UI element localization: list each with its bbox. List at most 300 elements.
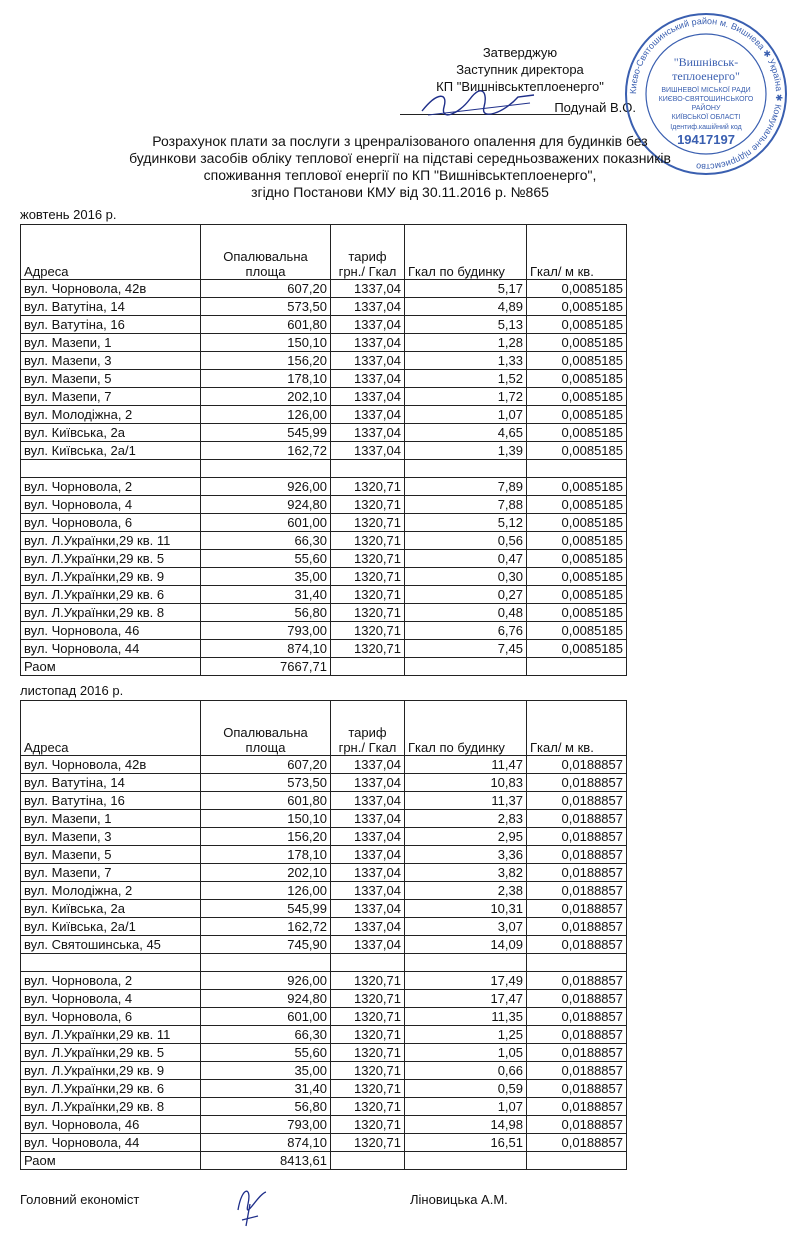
- cell-address: вул. Л.Українки,29 кв. 5: [21, 550, 201, 568]
- cell-address: вул. Чорновола, 2: [21, 972, 201, 990]
- cell-area: 150,10: [201, 810, 331, 828]
- cell-gcal-building: 16,51: [405, 1134, 527, 1152]
- cell-address: вул. Мазепи, 1: [21, 810, 201, 828]
- cell-tariff: 1320,71: [331, 586, 405, 604]
- cell-gcal-building: 2,95: [405, 828, 527, 846]
- cell-gcal-m2: 0,0188857: [527, 1116, 627, 1134]
- total-empty: [331, 658, 405, 676]
- cell-gcal-building: 11,47: [405, 756, 527, 774]
- cell-area: 924,80: [201, 990, 331, 1008]
- cell-gcal-building: 0,66: [405, 1062, 527, 1080]
- cell-area: 156,20: [201, 352, 331, 370]
- cell-gcal-m2: 0,0188857: [527, 936, 627, 954]
- cell-area: 793,00: [201, 1116, 331, 1134]
- cell-gcal-building: [405, 460, 527, 478]
- cell-gcal-building: [405, 954, 527, 972]
- cell-gcal-building: 1,72: [405, 388, 527, 406]
- total-label: Раом: [21, 1152, 201, 1170]
- cell-tariff: 1337,04: [331, 352, 405, 370]
- cell-gcal-building: 11,35: [405, 1008, 527, 1026]
- approval-signature-line: [400, 95, 640, 117]
- header-gcal-building: Гкал по будинку: [405, 225, 527, 280]
- cell-gcal-building: 7,88: [405, 496, 527, 514]
- table-row: [21, 810, 627, 828]
- footer-position: Головний економіст: [20, 1192, 140, 1207]
- cell-address: вул. Ватутіна, 14: [21, 774, 201, 792]
- cell-tariff: 1337,04: [331, 900, 405, 918]
- cell-gcal-m2: 0,0188857: [527, 1134, 627, 1152]
- cell-area: 162,72: [201, 918, 331, 936]
- cell-gcal-m2: 0,0085185: [527, 352, 627, 370]
- cell-tariff: [331, 954, 405, 972]
- table-row: [21, 954, 627, 972]
- cell-address: вул. Чорновола, 42в: [21, 756, 201, 774]
- heading-line3: споживання теплової енергії по КП "Вишнівськтеплоенерго",: [203, 167, 597, 183]
- total-empty: [405, 658, 527, 676]
- cell-tariff: 1320,71: [331, 640, 405, 658]
- heading-line1: Розрахунок плати за послуги з цренралізованого опалення для будинків без: [152, 133, 648, 149]
- cell-tariff: 1320,71: [331, 496, 405, 514]
- table-header-row: [21, 225, 627, 280]
- november-label: листопад 2016 р.: [20, 683, 124, 698]
- header-gcal-m2: Гкал/ м кв.: [527, 701, 627, 756]
- cell-gcal-building: 4,89: [405, 298, 527, 316]
- cell-gcal-m2: 0,0085185: [527, 280, 627, 298]
- cell-gcal-m2: 0,0085185: [527, 442, 627, 460]
- total-empty: [527, 658, 627, 676]
- cell-area: [201, 954, 331, 972]
- cell-gcal-m2: [527, 954, 627, 972]
- cell-area: 55,60: [201, 550, 331, 568]
- table-row: [21, 1134, 627, 1152]
- table-row: [21, 828, 627, 846]
- cell-gcal-building: 11,37: [405, 792, 527, 810]
- cell-address: вул. Чорновола, 42в: [21, 280, 201, 298]
- cell-address: вул. Святошинська, 45: [21, 936, 201, 954]
- cell-area: 573,50: [201, 774, 331, 792]
- cell-tariff: [331, 460, 405, 478]
- table-row: [21, 586, 627, 604]
- cell-tariff: 1337,04: [331, 774, 405, 792]
- cell-gcal-building: 0,56: [405, 532, 527, 550]
- cell-address: вул. Чорновола, 46: [21, 1116, 201, 1134]
- total-empty: [527, 1152, 627, 1170]
- cell-tariff: 1337,04: [331, 918, 405, 936]
- stamp-line4: КИЄВО-СВЯТОШИНСЬКОГО: [658, 96, 754, 103]
- table-row: [21, 846, 627, 864]
- table-row: [21, 298, 627, 316]
- cell-gcal-m2: 0,0188857: [527, 828, 627, 846]
- cell-gcal-building: 10,83: [405, 774, 527, 792]
- table-row: [21, 918, 627, 936]
- october-table: [20, 224, 627, 676]
- cell-address: вул. Ватутіна, 16: [21, 316, 201, 334]
- cell-area: [201, 460, 331, 478]
- stamp-code: 19417197: [677, 132, 735, 147]
- cell-address: вул. Чорновола, 6: [21, 514, 201, 532]
- table-row: [21, 792, 627, 810]
- cell-area: 926,00: [201, 478, 331, 496]
- cell-gcal-m2: 0,0188857: [527, 1044, 627, 1062]
- october-label: жовтень 2016 р.: [20, 207, 117, 222]
- stamp-line2: теплоенерго": [672, 69, 740, 83]
- total-row: [21, 658, 627, 676]
- cell-gcal-building: 10,31: [405, 900, 527, 918]
- cell-tariff: 1320,71: [331, 514, 405, 532]
- cell-area: 66,30: [201, 1026, 331, 1044]
- cell-area: 126,00: [201, 406, 331, 424]
- cell-tariff: 1320,71: [331, 1044, 405, 1062]
- cell-tariff: 1320,71: [331, 1134, 405, 1152]
- approval-position: Заступник директора: [456, 62, 584, 77]
- header-address: Адреса: [21, 701, 201, 756]
- cell-address: вул. Ватутіна, 16: [21, 792, 201, 810]
- cell-gcal-building: 2,83: [405, 810, 527, 828]
- cell-tariff: 1337,04: [331, 280, 405, 298]
- heading-line2: будинкови засобів обліку теплової енергії на підставі середньозважених показників: [129, 150, 671, 166]
- cell-address: вул. Мазепи, 5: [21, 846, 201, 864]
- cell-area: 601,80: [201, 316, 331, 334]
- cell-area: 56,80: [201, 1098, 331, 1116]
- table-row: [21, 1026, 627, 1044]
- table-row: [21, 640, 627, 658]
- cell-address: вул. Мазепи, 1: [21, 334, 201, 352]
- cell-area: 31,40: [201, 1080, 331, 1098]
- table-row: [21, 864, 627, 882]
- cell-area: 31,40: [201, 586, 331, 604]
- total-area: 8413,61: [201, 1152, 331, 1170]
- cell-tariff: 1320,71: [331, 1080, 405, 1098]
- cell-gcal-building: 3,36: [405, 846, 527, 864]
- cell-tariff: 1337,04: [331, 846, 405, 864]
- cell-gcal-building: 0,48: [405, 604, 527, 622]
- table-row: [21, 280, 627, 298]
- cell-address: вул. Чорновола, 6: [21, 1008, 201, 1026]
- cell-gcal-m2: 0,0085185: [527, 514, 627, 532]
- table-row: [21, 478, 627, 496]
- cell-gcal-building: 0,30: [405, 568, 527, 586]
- cell-area: 745,90: [201, 936, 331, 954]
- november-table: [20, 700, 627, 1170]
- cell-area: 202,10: [201, 388, 331, 406]
- cell-tariff: 1320,71: [331, 1116, 405, 1134]
- table-row: [21, 334, 627, 352]
- cell-tariff: 1337,04: [331, 756, 405, 774]
- header-gcal-building: Гкал по будинку: [405, 701, 527, 756]
- table-row: [21, 936, 627, 954]
- cell-gcal-m2: 0,0188857: [527, 1098, 627, 1116]
- cell-tariff: 1320,71: [331, 604, 405, 622]
- cell-gcal-m2: 0,0085185: [527, 532, 627, 550]
- cell-tariff: 1337,04: [331, 792, 405, 810]
- cell-area: 202,10: [201, 864, 331, 882]
- cell-area: 607,20: [201, 756, 331, 774]
- cell-tariff: 1337,04: [331, 442, 405, 460]
- cell-tariff: 1337,04: [331, 334, 405, 352]
- cell-gcal-m2: 0,0085185: [527, 406, 627, 424]
- cell-area: 156,20: [201, 828, 331, 846]
- cell-gcal-m2: 0,0188857: [527, 792, 627, 810]
- cell-gcal-m2: 0,0085185: [527, 334, 627, 352]
- cell-address: вул. Київська, 2а: [21, 900, 201, 918]
- table-row: [21, 460, 627, 478]
- table-row: [21, 1098, 627, 1116]
- stamp-line5: РАЙОНУ: [691, 105, 721, 112]
- cell-gcal-building: 1,52: [405, 370, 527, 388]
- cell-gcal-building: 2,38: [405, 882, 527, 900]
- cell-tariff: 1320,71: [331, 478, 405, 496]
- cell-area: 162,72: [201, 442, 331, 460]
- cell-gcal-building: 4,65: [405, 424, 527, 442]
- total-label: Раом: [21, 658, 201, 676]
- cell-address: вул. Чорновола, 44: [21, 640, 201, 658]
- cell-area: 55,60: [201, 1044, 331, 1062]
- table-row: [21, 514, 627, 532]
- cell-gcal-building: 14,98: [405, 1116, 527, 1134]
- cell-gcal-building: 1,07: [405, 1098, 527, 1116]
- cell-tariff: 1337,04: [331, 370, 405, 388]
- cell-gcal-building: 7,89: [405, 478, 527, 496]
- stamp-outer-text: Києво-Святошинський район м. Вишнева ✱ Україна ✱ Комунальне підприємство: [627, 15, 785, 173]
- cell-address: вул. Київська, 2а/1: [21, 442, 201, 460]
- cell-area: 924,80: [201, 496, 331, 514]
- cell-address: вул. Чорновола, 2: [21, 478, 201, 496]
- cell-gcal-m2: 0,0085185: [527, 388, 627, 406]
- signature-image: [418, 89, 538, 117]
- cell-area: 926,00: [201, 972, 331, 990]
- footer-name: Ліновицька А.М.: [410, 1192, 508, 1207]
- cell-address: вул. Л.Українки,29 кв. 8: [21, 1098, 201, 1116]
- cell-tariff: 1337,04: [331, 424, 405, 442]
- table-row: [21, 442, 627, 460]
- cell-address: вул. Мазепи, 5: [21, 370, 201, 388]
- cell-address: вул. Ватутіна, 14: [21, 298, 201, 316]
- cell-gcal-building: 0,59: [405, 1080, 527, 1098]
- heading-line4: згідно Постанови КМУ від 30.11.2016 р. №865: [251, 184, 549, 200]
- cell-area: 178,10: [201, 370, 331, 388]
- cell-address: [21, 460, 201, 478]
- cell-tariff: 1320,71: [331, 1098, 405, 1116]
- cell-area: 35,00: [201, 568, 331, 586]
- table-row: [21, 1008, 627, 1026]
- cell-tariff: 1337,04: [331, 936, 405, 954]
- cell-tariff: 1320,71: [331, 532, 405, 550]
- cell-gcal-m2: 0,0188857: [527, 864, 627, 882]
- table-row: [21, 424, 627, 442]
- cell-tariff: 1337,04: [331, 864, 405, 882]
- cell-gcal-m2: 0,0188857: [527, 1008, 627, 1026]
- cell-address: вул. Київська, 2а/1: [21, 918, 201, 936]
- cell-gcal-m2: 0,0085185: [527, 586, 627, 604]
- cell-area: 178,10: [201, 846, 331, 864]
- cell-gcal-m2: [527, 460, 627, 478]
- table-row: [21, 622, 627, 640]
- cell-tariff: 1320,71: [331, 550, 405, 568]
- cell-gcal-m2: 0,0085185: [527, 370, 627, 388]
- cell-gcal-m2: 0,0188857: [527, 1080, 627, 1098]
- header-tariff: тариф грн./ Гкал: [331, 225, 405, 280]
- cell-gcal-building: 14,09: [405, 936, 527, 954]
- cell-address: вул. Чорновола, 44: [21, 1134, 201, 1152]
- cell-gcal-building: 3,82: [405, 864, 527, 882]
- cell-gcal-m2: 0,0188857: [527, 1062, 627, 1080]
- table-row: [21, 316, 627, 334]
- cell-gcal-building: 17,47: [405, 990, 527, 1008]
- cell-tariff: 1320,71: [331, 972, 405, 990]
- table-row: [21, 756, 627, 774]
- stamp-line6: КИЇВСЬКОЇ ОБЛАСТІ: [671, 114, 741, 121]
- cell-gcal-building: 1,07: [405, 406, 527, 424]
- cell-gcal-building: 1,05: [405, 1044, 527, 1062]
- cell-gcal-m2: 0,0188857: [527, 810, 627, 828]
- cell-address: вул. Молодіжна, 2: [21, 882, 201, 900]
- cell-gcal-m2: 0,0085185: [527, 496, 627, 514]
- table-row: [21, 604, 627, 622]
- cell-address: вул. Л.Українки,29 кв. 6: [21, 586, 201, 604]
- table-row: [21, 1062, 627, 1080]
- table-row: [21, 550, 627, 568]
- table-row: [21, 352, 627, 370]
- table-row: [21, 532, 627, 550]
- stamp-line1: "Вишнівськ-: [673, 55, 739, 69]
- approval-signer: Подунай В.О.: [554, 100, 636, 115]
- cell-gcal-building: 5,17: [405, 280, 527, 298]
- cell-tariff: 1320,71: [331, 622, 405, 640]
- table-row: [21, 406, 627, 424]
- cell-gcal-building: 5,13: [405, 316, 527, 334]
- cell-area: 35,00: [201, 1062, 331, 1080]
- approval-block: [400, 44, 640, 117]
- cell-tariff: 1337,04: [331, 298, 405, 316]
- table-row: [21, 1044, 627, 1062]
- cell-address: вул. Чорновола, 46: [21, 622, 201, 640]
- table-row: [21, 1116, 627, 1134]
- stamp-line3: ВИШНЕВОЇ МІСЬКОЇ РАДИ: [661, 87, 751, 94]
- cell-gcal-m2: 0,0085185: [527, 640, 627, 658]
- total-empty: [331, 1152, 405, 1170]
- cell-gcal-m2: 0,0085185: [527, 568, 627, 586]
- cell-gcal-building: 1,39: [405, 442, 527, 460]
- cell-tariff: 1337,04: [331, 388, 405, 406]
- cell-area: 601,00: [201, 1008, 331, 1026]
- cell-gcal-building: 5,12: [405, 514, 527, 532]
- cell-gcal-m2: 0,0085185: [527, 298, 627, 316]
- approval-company: КП "Вишнівськтеплоенерго": [436, 79, 604, 94]
- cell-gcal-m2: 0,0188857: [527, 882, 627, 900]
- cell-area: 607,20: [201, 280, 331, 298]
- cell-address: вул. Мазепи, 7: [21, 388, 201, 406]
- table-row: [21, 1080, 627, 1098]
- cell-address: вул. Л.Українки,29 кв. 5: [21, 1044, 201, 1062]
- cell-area: 573,50: [201, 298, 331, 316]
- cell-address: вул. Л.Українки,29 кв. 9: [21, 568, 201, 586]
- cell-area: 601,00: [201, 514, 331, 532]
- document-heading: [0, 133, 800, 201]
- cell-gcal-building: 6,76: [405, 622, 527, 640]
- cell-gcal-building: 0,47: [405, 550, 527, 568]
- cell-address: вул. Л.Українки,29 кв. 9: [21, 1062, 201, 1080]
- table-row: [21, 568, 627, 586]
- cell-gcal-m2: 0,0085185: [527, 604, 627, 622]
- header-tariff: тариф грн./ Гкал: [331, 701, 405, 756]
- cell-gcal-m2: 0,0188857: [527, 756, 627, 774]
- cell-gcal-m2: 0,0085185: [527, 424, 627, 442]
- stamp-line7: Ідентиф.кашійний код: [670, 124, 742, 131]
- header-gcal-m2: Гкал/ м кв.: [527, 225, 627, 280]
- cell-gcal-building: 17,49: [405, 972, 527, 990]
- cell-tariff: 1320,71: [331, 1026, 405, 1044]
- table-row: [21, 496, 627, 514]
- header-area: Опалювальна площа: [201, 701, 331, 756]
- cell-gcal-m2: 0,0188857: [527, 900, 627, 918]
- cell-address: вул. Київська, 2а: [21, 424, 201, 442]
- cell-gcal-m2: 0,0085185: [527, 550, 627, 568]
- cell-tariff: 1320,71: [331, 990, 405, 1008]
- cell-area: 150,10: [201, 334, 331, 352]
- cell-area: 874,10: [201, 640, 331, 658]
- approval-title: Затверджую: [482, 45, 558, 60]
- cell-gcal-m2: 0,0188857: [527, 972, 627, 990]
- cell-tariff: 1320,71: [331, 1008, 405, 1026]
- cell-gcal-building: 1,28: [405, 334, 527, 352]
- cell-tariff: 1320,71: [331, 568, 405, 586]
- cell-tariff: 1337,04: [331, 828, 405, 846]
- cell-address: вул. Л.Українки,29 кв. 11: [21, 1026, 201, 1044]
- cell-gcal-m2: 0,0085185: [527, 316, 627, 334]
- cell-address: вул. Чорновола, 4: [21, 990, 201, 1008]
- cell-tariff: 1337,04: [331, 882, 405, 900]
- cell-gcal-building: 0,27: [405, 586, 527, 604]
- cell-gcal-building: 7,45: [405, 640, 527, 658]
- table-row: [21, 990, 627, 1008]
- header-area: Опалювальна площа: [201, 225, 331, 280]
- cell-address: вул. Чорновола, 4: [21, 496, 201, 514]
- cell-gcal-m2: 0,0085185: [527, 622, 627, 640]
- cell-address: вул. Мазепи, 3: [21, 828, 201, 846]
- cell-gcal-m2: 0,0188857: [527, 774, 627, 792]
- cell-area: 545,99: [201, 900, 331, 918]
- table-row: [21, 370, 627, 388]
- cell-tariff: 1337,04: [331, 316, 405, 334]
- table-row: [21, 774, 627, 792]
- cell-address: вул. Мазепи, 7: [21, 864, 201, 882]
- cell-area: 601,80: [201, 792, 331, 810]
- table-row: [21, 388, 627, 406]
- cell-address: вул. Л.Українки,29 кв. 8: [21, 604, 201, 622]
- cell-address: вул. Л.Українки,29 кв. 11: [21, 532, 201, 550]
- header-address: Адреса: [21, 225, 201, 280]
- cell-area: 874,10: [201, 1134, 331, 1152]
- economist-signature-image: [228, 1180, 278, 1230]
- cell-gcal-m2: 0,0188857: [527, 918, 627, 936]
- cell-area: 793,00: [201, 622, 331, 640]
- cell-gcal-building: 1,25: [405, 1026, 527, 1044]
- cell-gcal-m2: 0,0188857: [527, 990, 627, 1008]
- cell-gcal-building: 1,33: [405, 352, 527, 370]
- table-row: [21, 882, 627, 900]
- cell-address: вул. Л.Українки,29 кв. 6: [21, 1080, 201, 1098]
- table-header-row: [21, 701, 627, 756]
- cell-gcal-m2: 0,0188857: [527, 846, 627, 864]
- table-row: [21, 972, 627, 990]
- cell-gcal-m2: 0,0085185: [527, 478, 627, 496]
- cell-tariff: 1320,71: [331, 1062, 405, 1080]
- cell-tariff: 1337,04: [331, 406, 405, 424]
- table-row: [21, 900, 627, 918]
- cell-gcal-m2: 0,0188857: [527, 1026, 627, 1044]
- cell-address: вул. Молодіжна, 2: [21, 406, 201, 424]
- cell-area: 545,99: [201, 424, 331, 442]
